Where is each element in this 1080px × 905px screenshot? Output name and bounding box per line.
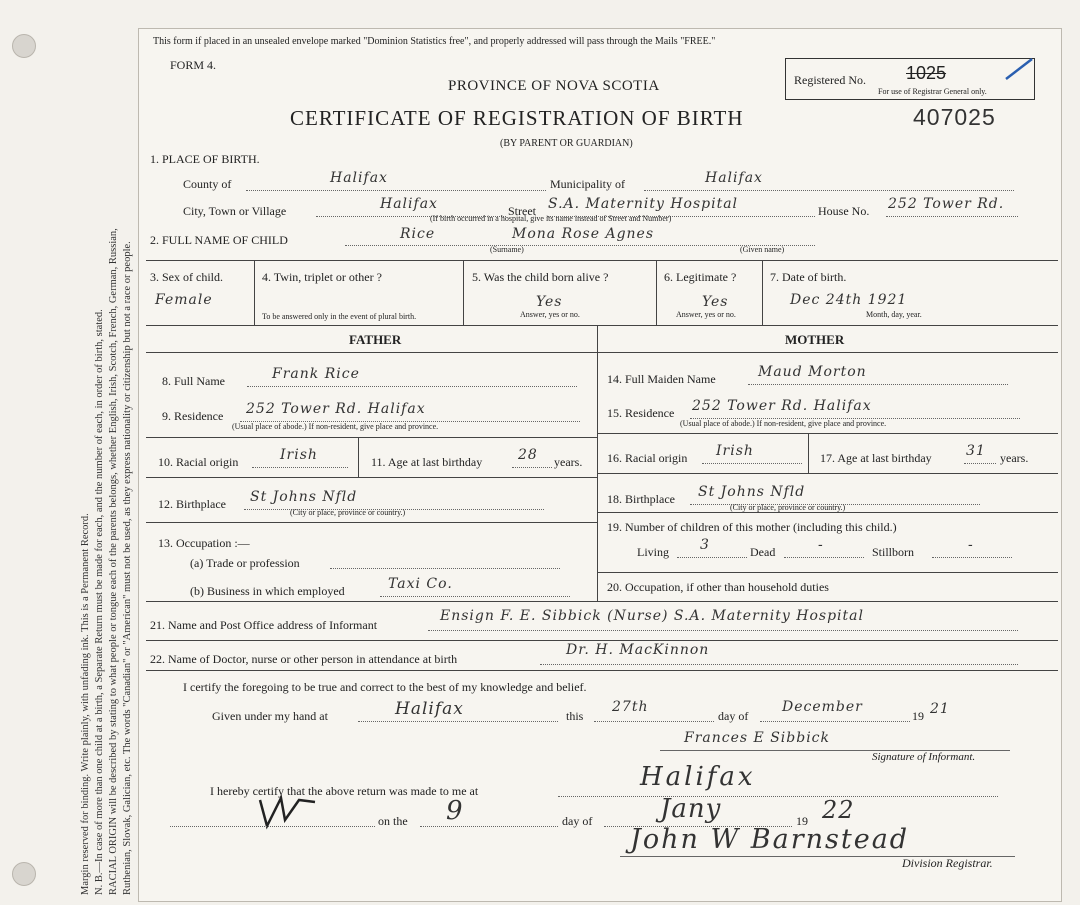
legit-label: 6. Legitimate ? (664, 270, 737, 284)
date-value: Dec 24th 1921 (790, 292, 908, 308)
father-heading: FATHER (349, 332, 402, 347)
informant-signature: Frances E Sibbick (684, 730, 830, 746)
given-label: Given under my hand at (212, 709, 328, 723)
father-birthplace-note: (City or place, province or country.) (290, 508, 406, 517)
date-note: Month, day, year. (866, 310, 922, 319)
registrar-year-prefix: 19 (796, 814, 808, 828)
legit-note: Answer, yes or no. (676, 310, 736, 319)
sex-label: 3. Sex of child. (150, 270, 223, 284)
stamp-number: 407025 (913, 104, 996, 130)
father-residence-value: 252 Tower Rd. Halifax (246, 401, 426, 417)
informant-label: 21. Name and Post Office address of Informant (150, 618, 378, 632)
father-years: years. (554, 455, 583, 469)
mother-birthplace-value: St Johns Nfld (698, 484, 806, 500)
father-residence-note: (Usual place of abode.) If non-resident, give place and province. (232, 422, 439, 431)
cert-year-prefix: 19 (912, 709, 924, 723)
cert-year-value: 21 (930, 701, 950, 717)
registered-note: For use of Registrar General only. (878, 87, 987, 96)
twin-label: 4. Twin, triplet or other ? (262, 270, 382, 284)
mother-residence-label: 15. Residence (607, 406, 675, 420)
date-label: 7. Date of birth. (770, 270, 847, 284)
father-racial-value: Irish (280, 447, 318, 463)
mother-birthplace-note: (City or place, province or country.) (730, 503, 846, 512)
mother-name-value: Maud Morton (758, 364, 867, 380)
page-title: CERTIFICATE OF REGISTRATION OF BIRTH (290, 106, 744, 130)
child-surname-value: Rice (400, 226, 436, 242)
father-business-label: (b) Business in which employed (190, 584, 345, 598)
check-mark-icon (1004, 57, 1034, 81)
mother-years: years. (1000, 451, 1029, 465)
legit-value: Yes (702, 294, 729, 310)
given-caption: (Given name) (740, 245, 785, 254)
signature-of-informant-label: Signature of Informant. (872, 751, 976, 763)
mother-heading: MOTHER (785, 332, 845, 347)
doctor-label: 22. Name of Doctor, nurse or other person in attendance at birth (150, 652, 458, 666)
father-racial-label: 10. Racial origin (158, 455, 239, 469)
binding-hole (12, 34, 36, 58)
stillborn-value: - (968, 537, 974, 553)
municipality-label: Municipality of (550, 177, 625, 191)
registrar-place-value: Halifax (640, 762, 756, 792)
registrar-year-value: 22 (822, 796, 855, 824)
street-label: Street (508, 204, 536, 218)
father-trade-label: (a) Trade or profession (190, 556, 300, 570)
alive-value: Yes (536, 294, 563, 310)
house-label: House No. (818, 204, 870, 218)
mother-age-value: 31 (966, 443, 986, 459)
informant-value: Ensign F. E. Sibbick (Nurse) S.A. Maternity Hospital (440, 608, 864, 624)
mother-children-label: 19. Number of children of this mother (including this child.) (607, 520, 897, 534)
division-registrar-label: Division Registrar. (902, 856, 993, 870)
registrar-initial-mark (255, 790, 325, 830)
dayof-label: day of (718, 709, 749, 723)
hospital-note: (If birth occurred in a hospital, give its name instead of Street and Number) (430, 214, 672, 223)
registered-label: Registered No. (794, 73, 866, 87)
living-value: 3 (700, 537, 710, 553)
place-section-label: 1. PLACE OF BIRTH. (150, 152, 260, 166)
sex-value: Female (155, 292, 213, 308)
father-name-value: Frank Rice (272, 366, 360, 382)
registered-number: 1025 (906, 63, 947, 83)
binding-hole (12, 862, 36, 886)
living-label: Living (637, 545, 669, 559)
cert-statement: I certify the foregoing to be true and correct to the best of my knowledge and belief. (183, 680, 587, 694)
father-name-label: 8. Full Name (162, 374, 225, 388)
mother-name-label: 14. Full Maiden Name (607, 372, 716, 386)
cert-month-value: December (782, 699, 863, 715)
father-residence-label: 9. Residence (162, 409, 224, 423)
this-label: this (566, 709, 584, 723)
stillborn-label: Stillborn (872, 545, 915, 559)
city-label: City, Town or Village (183, 204, 287, 218)
street-value: S.A. Maternity Hospital (548, 196, 739, 212)
registrar-day-value: 9 (446, 796, 464, 826)
mother-residence-note: (Usual place of abode.) If non-resident, give place and province. (680, 419, 887, 428)
form-number: FORM 4. (170, 58, 217, 72)
registrar-signature: John W Barnstead (630, 824, 910, 855)
father-business-value: Taxi Co. (388, 576, 453, 592)
mother-residence-value: 252 Tower Rd. Halifax (692, 398, 872, 414)
mother-racial-value: Irish (716, 443, 754, 459)
county-value: Halifax (330, 170, 388, 186)
mother-racial-label: 16. Racial origin (607, 451, 688, 465)
alive-note: Answer, yes or no. (520, 310, 580, 319)
margin-note-nb: N. B.—In case of more than one child at a birth, a Separate Return must be made for each, and the number of each, in order of birth, stated. (94, 309, 105, 895)
mother-birthplace-label: 18. Birthplace (607, 492, 675, 506)
father-birthplace-value: St Johns Nfld (250, 489, 358, 505)
margin-note-racial-1: RACIAL ORIGIN will be described by stating to what people or tongue each of the parents belongs, whether English, Irish, Scotch, French, German, Russian, (108, 228, 119, 895)
city-value: Halifax (380, 196, 438, 212)
province-heading: PROVINCE OF NOVA SCOTIA (448, 78, 660, 94)
county-label: County of (183, 177, 232, 191)
page-subtitle: (BY PARENT OR GUARDIAN) (500, 138, 633, 149)
dead-value: - (818, 537, 824, 553)
surname-caption: (Surname) (490, 245, 524, 254)
mother-age-label: 17. Age at last birthday (820, 451, 932, 465)
house-value: 252 Tower Rd. (888, 196, 1005, 212)
cert-day-value: 27th (612, 699, 649, 715)
margin-note-binding: Margin reserved for binding. Write plainly, with unfading ink. This is a Permanent Record. (80, 513, 91, 895)
father-age-label: 11. Age at last birthday (371, 455, 483, 469)
child-given-value: Mona Rose Agnes (512, 226, 655, 242)
dead-label: Dead (750, 545, 776, 559)
father-age-value: 28 (518, 447, 538, 463)
father-birthplace-label: 12. Birthplace (158, 497, 226, 511)
child-name-label: 2. FULL NAME OF CHILD (150, 233, 288, 247)
mother-occupation-label: 20. Occupation, if other than household duties (607, 580, 829, 594)
alive-label: 5. Was the child born alive ? (472, 270, 609, 284)
father-occupation-label: 13. Occupation :— (158, 536, 250, 550)
doctor-value: Dr. H. MacKinnon (566, 642, 710, 658)
given-place-value: Halifax (395, 699, 464, 719)
mail-note: This form if placed in an unsealed envelope marked "Dominion Statistics free", and properly addressed will pass through the Mails "FREE." (153, 36, 716, 47)
margin-note-racial-2: Ruthenian, Slovak, Galician, etc. The words "Canadian" or "American" must not be used, as they express nationality or citizenship but not a race or people. (122, 241, 133, 895)
municipality-value: Halifax (705, 170, 763, 186)
on-the-label: on the (378, 814, 408, 828)
day-of-label: day of (562, 814, 593, 828)
registrar-month-value: Jany (660, 794, 722, 824)
registered-box (785, 58, 1035, 100)
twin-note: To be answered only in the event of plural birth. (262, 312, 417, 321)
registrar-statement: I hereby certify that the above return was made to me at (210, 784, 479, 798)
